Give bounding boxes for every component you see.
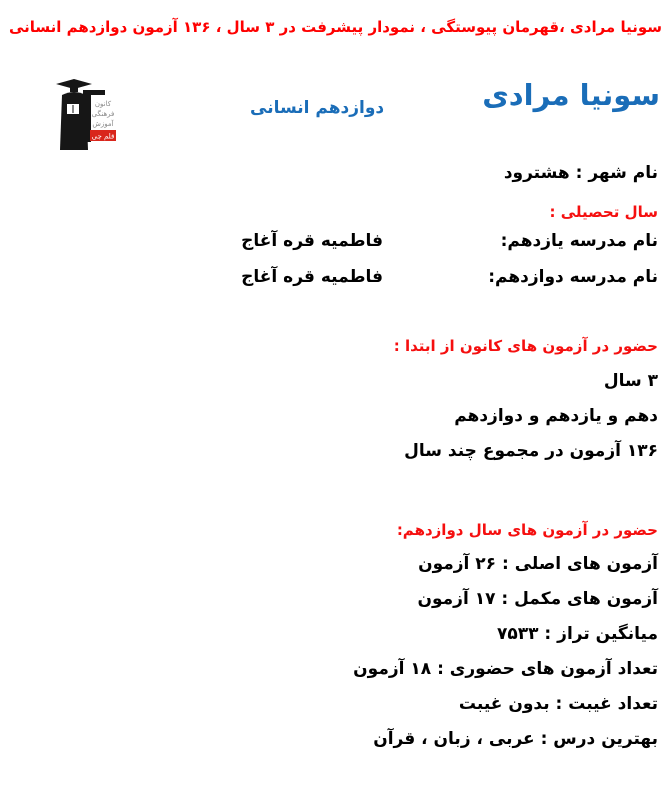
total-exams-line: ۱۳۶ آزمون در مجموع چند سال (404, 441, 658, 461)
logo-badge-text: قلم چی (91, 132, 115, 141)
student-name: سونیا مرادی (482, 78, 660, 112)
kanoon-logo (55, 78, 119, 154)
page-title: سونیا مرادی ،قهرمان پیوستگی ، نمودار پیشرفت در ۳ سال ، ۱۳۶ آزمون دوازدهم انسانی (8, 18, 662, 36)
logo-badge (90, 130, 116, 141)
city-line: نام شهر : هشترود (503, 163, 658, 183)
school-12-value: فاطمیه قره آغاج (241, 267, 383, 287)
absences-line: تعداد غیبت : بدون غیبت (458, 694, 658, 714)
logo-word-2: فرهنگی (91, 110, 115, 118)
best-subjects-line: بهترین درس : عربی ، زبان ، قرآن (373, 729, 658, 749)
in-person-exams-line: تعداد آزمون های حضوری : ۱۸ آزمون (353, 659, 658, 679)
years-count-line: ۳ سال (603, 371, 658, 391)
logo-word-3: آموزش (92, 120, 114, 128)
kanoon-logo-graphic (55, 78, 119, 154)
grades-attended-line: دهم و یازدهم و دوازدهم (454, 406, 658, 426)
logo-word-1: کانون (94, 100, 112, 108)
academic-year-label: سال تحصیلی : (549, 203, 658, 221)
school-11-label: نام مدرسه یازدهم: (500, 231, 658, 251)
attendance-from-start-header: حضور در آزمون های کانون از ابتدا : (393, 337, 658, 355)
school-11-value: فاطمیه قره آغاج (241, 231, 383, 251)
twelfth-attendance-header: حضور در آزمون های سال دوازدهم: (396, 521, 658, 539)
main-exams-line: آزمون های اصلی : ۲۶ آزمون (418, 554, 658, 574)
average-score-line: میانگین تراز : ۷۵۳۳ (497, 624, 658, 644)
grade-label: دوازدهم انسانی (250, 98, 385, 118)
supplementary-exams-line: آزمون های مکمل : ۱۷ آزمون (417, 589, 658, 609)
logo-wordmark (92, 100, 115, 128)
school-12-label: نام مدرسه دوازدهم: (488, 267, 658, 287)
